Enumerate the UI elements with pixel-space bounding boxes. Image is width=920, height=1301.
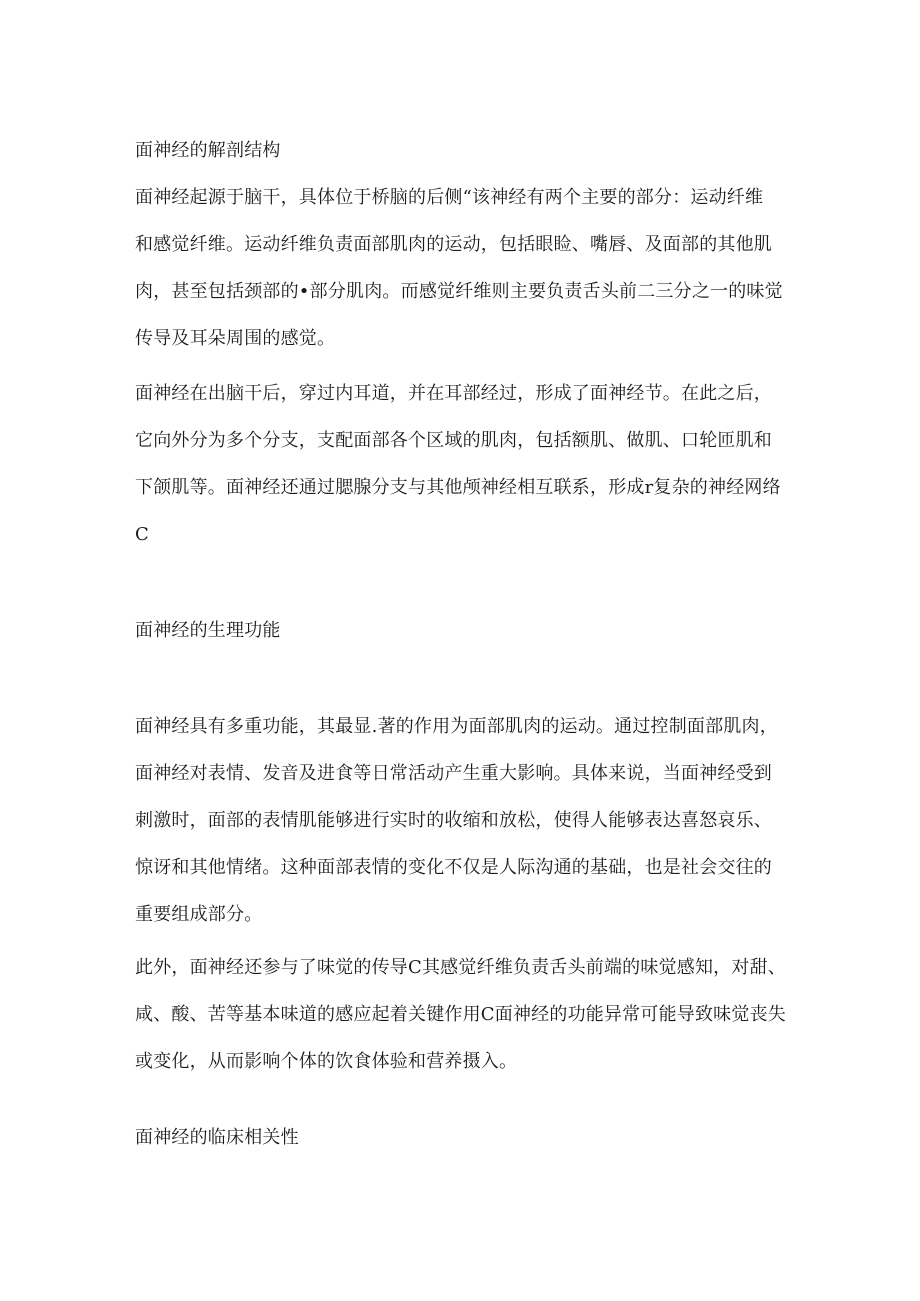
paragraph-line: 它向外分为多个分支，支配面部各个区域的肌肉，包括额肌、做肌、口轮匝肌和 (135, 430, 772, 451)
paragraph-line: 面神经在出脑干后，穿过内耳道，并在耳部经过，形成了面神经节。在此之后， (135, 383, 772, 404)
paragraph-line: 或变化，从而影响个体的饮食体验和营养摄入。 (135, 1051, 518, 1072)
paragraph-line: 惊讶和其他情绪。这种面部表情的变化不仅是人际沟通的基础，也是社会交往的 (135, 857, 772, 878)
paragraph-line: 咸、酸、苦等基本味道的感应起着关键作用C面神经的功能异常可能导致味觉丧失 (135, 1004, 786, 1025)
section-heading-anatomy: 面神经的解剖结构 (135, 140, 281, 161)
paragraph-line: 下颌肌等。面神经还通过腮腺分支与其他颅神经相互联系，形成r复杂的神经网络 (135, 477, 781, 498)
paragraph-line: 面神经具有多重功能，其最显.著的作用为面部肌肉的运动。通过控制面部肌肉， (135, 716, 778, 737)
paragraph-line: 此外，面神经还参与了味觉的传导C其感觉纤维负责舌头前端的味觉感知，对甜、 (135, 957, 786, 978)
paragraph-line: 面神经起源于脑干，具体位于桥脑的后侧“该神经有两个主要的部分：运动纤维 (135, 187, 764, 208)
paragraph-line: 重要组成部分。 (135, 904, 263, 925)
paragraph-line: 肉，甚至包括颈部的•部分肌肉。而感觉纤维则主要负责舌头前二三分之一的味觉 (135, 281, 783, 302)
paragraph-line: C (135, 524, 149, 545)
section-heading-clinical: 面神经的临床相关性 (135, 1127, 299, 1148)
paragraph-line: 面神经对表情、发音及进食等日常活动产生重大影响。具体来说，当面神经受到 (135, 763, 772, 784)
paragraph-line: 刺激时，面部的表情肌能够进行实时的收缩和放松，使得人能够表达喜怒哀乐、 (135, 810, 772, 831)
paragraph-line: 传导及耳朵周围的感觉。 (135, 328, 336, 349)
section-heading-physiology: 面神经的生理功能 (135, 620, 281, 641)
paragraph-line: 和感觉纤维。运动纤维负责面部肌肉的运动，包括眼睑、嘴唇、及面部的其他肌 (135, 234, 772, 255)
